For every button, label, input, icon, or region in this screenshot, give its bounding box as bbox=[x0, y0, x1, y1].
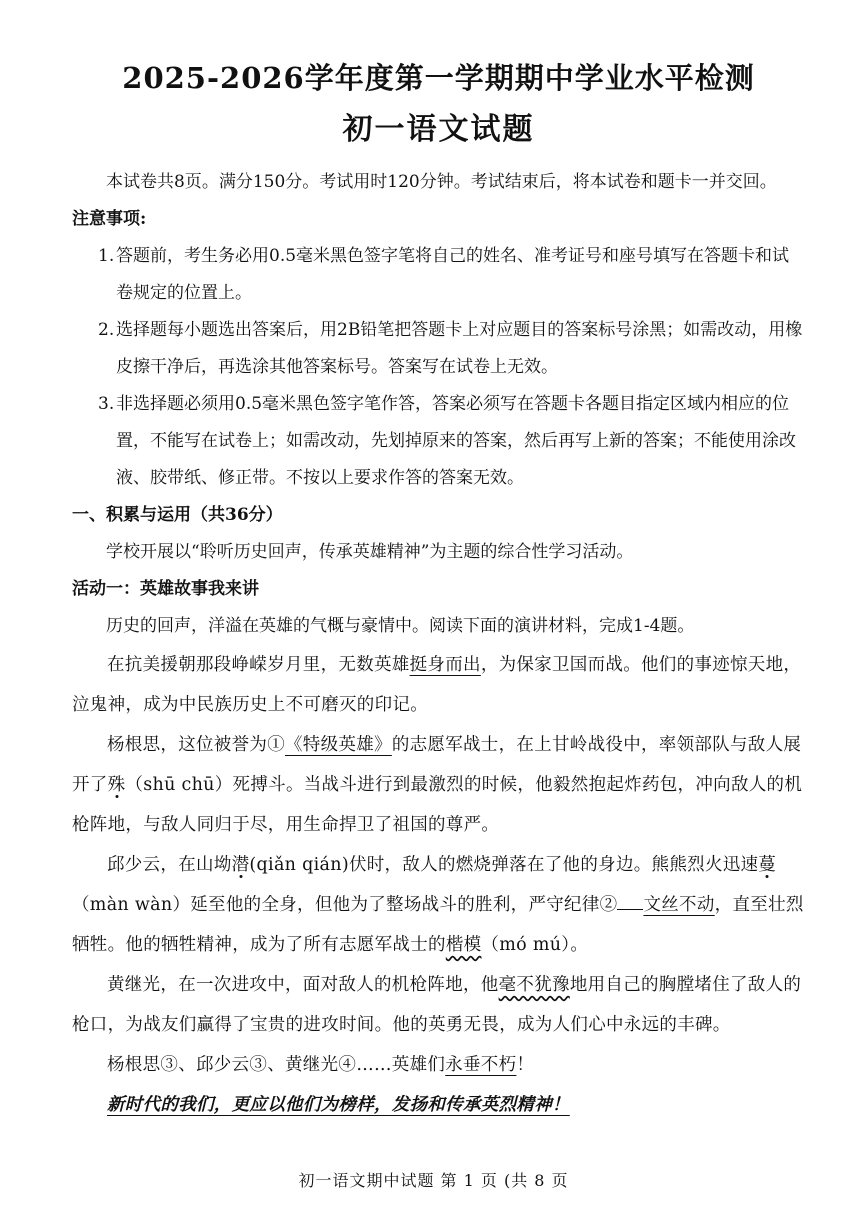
speech-paragraph-2 bbox=[72, 725, 805, 845]
underlined-phrase: 《特级英雄》 bbox=[285, 735, 392, 755]
notice-number: 1. bbox=[98, 246, 115, 266]
exam-intro: 本试卷共8页。满分150分。考试用时120分钟。考试结束后，将本试卷和题卡一并交回。 bbox=[106, 172, 777, 192]
notice-item bbox=[72, 386, 805, 497]
text-run: 在抗美援朝那段峥嵘岁月里，无数英雄 bbox=[107, 655, 410, 675]
notice-item bbox=[72, 238, 805, 312]
notice-number: 2. bbox=[98, 320, 115, 340]
notice-text: 答题前，考生务必用0.5毫米黑色签字笔将自己的姓名、准考证号和座号填写在答题卡和试卷规定的位置上。 bbox=[116, 246, 790, 303]
text-run: 杨根思，这位被誉为① bbox=[107, 735, 285, 755]
text-run: ，直至壮烈牺牲。他的牺牲精神，成为了所有志愿军战士的 bbox=[72, 895, 804, 955]
notice-text: 非选择题必须用0.5毫米黑色签字笔作答，答案必须写在答题卡各题目指定区域内相应的位置，不能写在试卷上；如需改动，先划掉原来的答案，然后再写上新的答案；不能使用涂改液、胶带纸、修正带。不按以上要求作答的答案无效。 bbox=[116, 394, 796, 488]
speech-paragraph-6 bbox=[72, 1085, 805, 1125]
text-run: ！ bbox=[516, 1055, 535, 1075]
exam-subtitle: 初一语文试题 bbox=[342, 112, 535, 147]
text-run: 邱少云，在山坳 bbox=[107, 855, 232, 875]
activity-intro: 学校开展以“聆听历史回声，传承英雄精神”为主题的综合性学习活动。 bbox=[106, 542, 634, 562]
text-run: 的志愿军战士，在上甘岭战役中，率领部队与敌人展开了 bbox=[72, 735, 802, 795]
dotted-character: 潜 bbox=[231, 855, 250, 875]
text-run: ，为保家卫国而战。他们的事迹惊天地，泣鬼神，成为中民族历史上不可磨灭的印记。 bbox=[72, 655, 802, 715]
speech-paragraph-1 bbox=[72, 645, 805, 725]
text-run: (qiǎn qián)伏时，敌人的燃烧弹落在了他的身边。熊熊烈火迅速 bbox=[249, 855, 759, 875]
text-run: （màn wàn）延至他的全身，但他为了整场战斗的胜利，严守纪律② bbox=[72, 895, 618, 915]
text-run: 黄继光，在一次进攻中，面对敌人的机枪阵地，他 bbox=[107, 975, 499, 995]
wavy-underlined-phrase: 楷模 bbox=[445, 935, 482, 955]
speech-paragraph-5 bbox=[72, 1045, 805, 1085]
notice-heading: 注意事项: bbox=[72, 209, 147, 229]
speech-paragraph-3 bbox=[72, 845, 805, 965]
notice-text: 选择题每小题选出答案后，用2B铅笔把答题卡上对应题目的答案标号涂黑；如需改动，用橡皮擦干净后，再选涂其他答案标号。答案写在试卷上无效。 bbox=[116, 320, 803, 377]
underlined-sentence: 新时代的我们，更应以他们为榜样，发扬和传承英烈精神！ bbox=[107, 1095, 570, 1115]
section-heading: 一、积累与运用（共36分） bbox=[72, 505, 283, 525]
wavy-underlined-phrase: 毫不犹豫 bbox=[498, 975, 570, 995]
dotted-character: 蔓 bbox=[758, 855, 777, 875]
exam-title: 2025-2026学年度第一学期期中学业水平检测 bbox=[122, 61, 755, 95]
text-run: 地用自己的胸膛堵住了敌人的枪口，为战友们赢得了宝贵的进攻时间。他的英勇无畏，成为人们心中永远的丰碑。 bbox=[72, 975, 802, 1035]
text-run: 杨根思③、邱少云③、黄继光④……英雄们 bbox=[107, 1055, 446, 1075]
underlined-phrase: 文丝不动 bbox=[643, 895, 715, 915]
text-run: （shū chū）死搏斗。当战斗进行到最激烈的时候，他毅然抱起炸药包，冲向敌人的机枪阵地，与敌人同归于尽，用生命捍卫了祖国的尊严。 bbox=[72, 775, 803, 835]
reading-instruction: 历史的回声，洋溢在英雄的气概与豪情中。阅读下面的演讲材料，完成1-4题。 bbox=[106, 616, 695, 636]
text-run: （mó mú）。 bbox=[481, 935, 589, 955]
notice-item bbox=[72, 312, 805, 386]
activity-heading: 活动一：英雄故事我来讲 bbox=[72, 579, 259, 599]
page-footer: 初一语文期中试题 第 1 页 (共 8 页 bbox=[298, 1171, 569, 1190]
answer-blank bbox=[617, 893, 643, 910]
speech-paragraph-4 bbox=[72, 965, 805, 1045]
underlined-phrase: 挺身而出 bbox=[409, 655, 481, 675]
dotted-character: 殊 bbox=[107, 775, 126, 795]
notice-number: 3. bbox=[98, 394, 115, 414]
underlined-phrase: 永垂不朽 bbox=[445, 1055, 517, 1075]
